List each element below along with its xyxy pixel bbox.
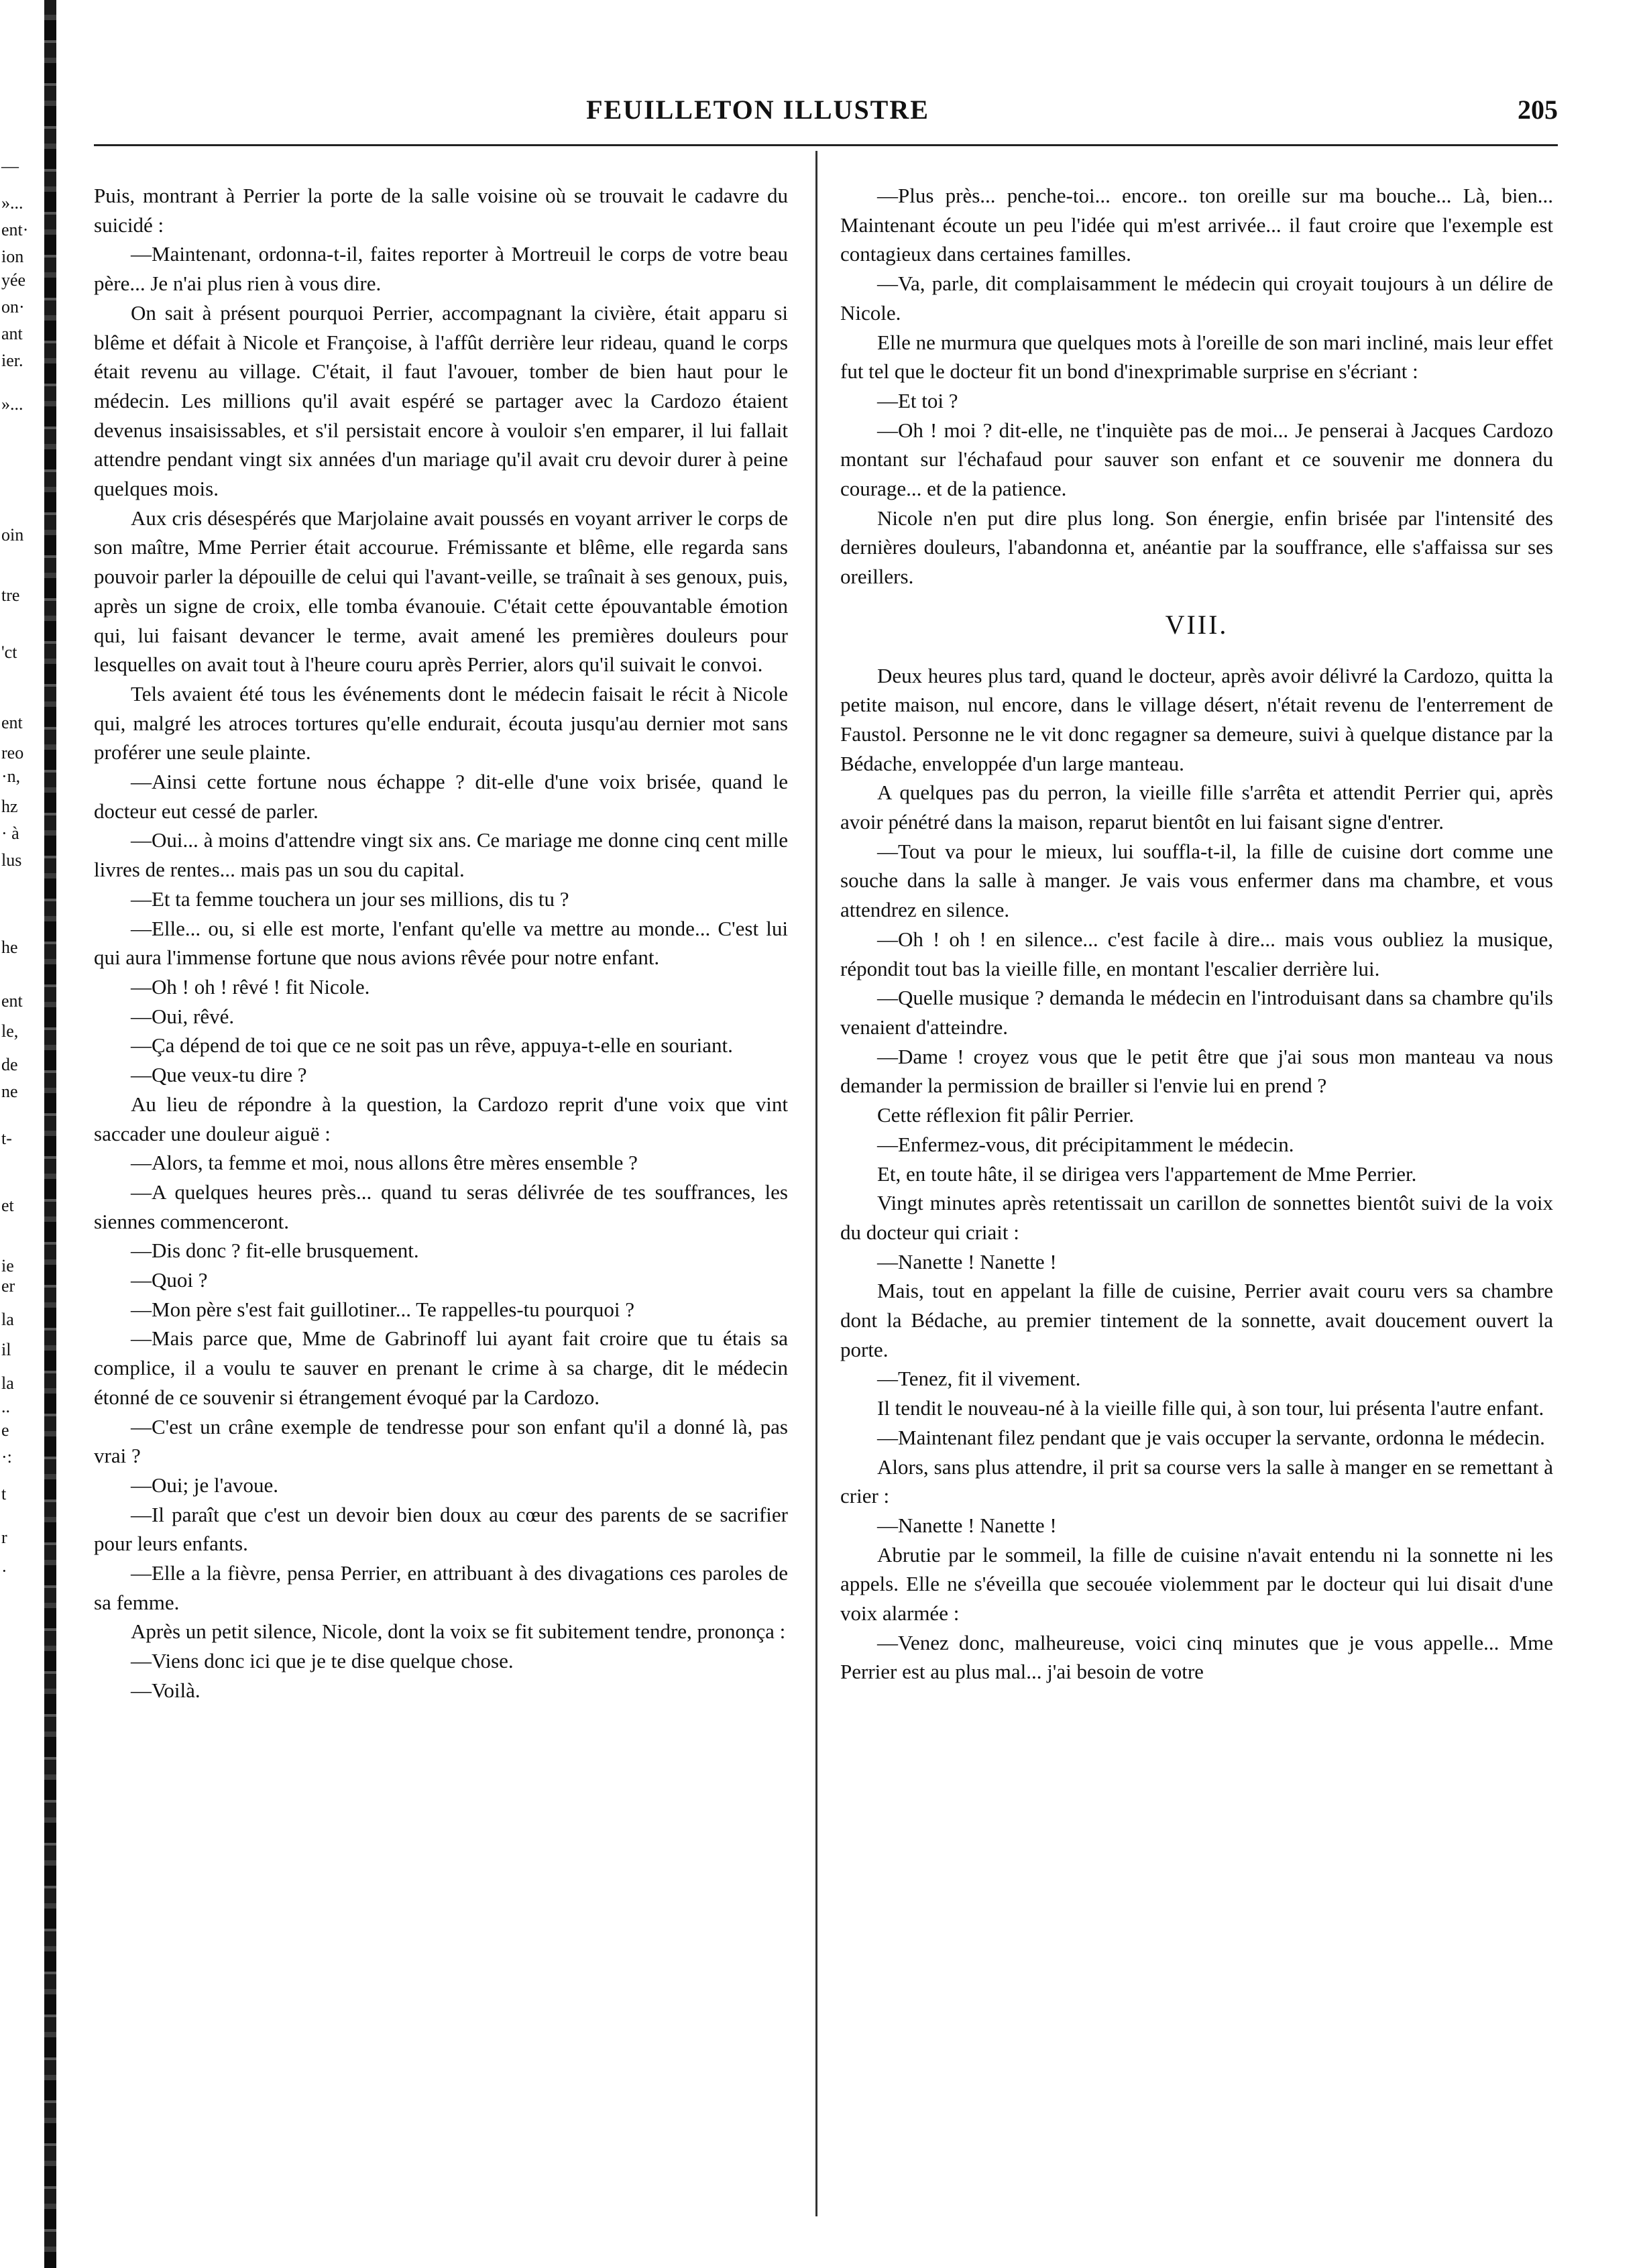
margin-fragment: ier. (1, 351, 23, 370)
margin-fragment: ·n, (1, 767, 21, 786)
right-column-part-2 (840, 661, 1553, 1687)
margin-fragment: il (1, 1340, 11, 1359)
paragraph: —Quoi ? (131, 1268, 208, 1292)
paragraph: —Viens donc ici que je te dise quelque chose. (131, 1649, 514, 1673)
margin-fragment: ant (1, 324, 23, 343)
header-rule (94, 144, 1558, 146)
paragraph: —Alors, ta femme et moi, nous allons être mères ensemble ? (131, 1151, 638, 1175)
paragraph: —Tout va pour le mieux, lui souffla-t-il, la fille de cuisine dort comme une souche dans la salle à manger. Je vais vous enfermer dans ma chambre, et vous attendrez en silence. (840, 839, 1553, 922)
paragraph: Deux heures plus tard, quand le docteur, après avoir délivré la Cardozo, quitta la petite maison, nul encore, dans le village désert, n'était revenu de l'enterrement de Faustol. Personne ne le vit donc regagner sa demeure, suivi à quelque distance par la Bédache, enveloppée d'un large manteau. (840, 663, 1553, 775)
margin-fragment: t (1, 1484, 7, 1504)
paragraph: —Dis donc ? fit-elle brusquement. (131, 1239, 419, 1263)
margin-fragment: ent (1, 991, 23, 1011)
paragraph: Aux cris désespérés que Marjolaine avait poussés en voyant arriver le corps de son maître, Mme Perrier était accourue. Frémissante et blême, elle regarda sans pouvoir parler la dépouille de celui qui l'avant-veille, se traînait à ses genoux, puis, après un signe de croix, elle tomba évanouie. C'était cette épouvantable émotion qui, lui faisant devancer le terme, avait amené les premières douleurs pour lesquelles on avait tout à l'heure couru après Perrier, alors qu'il suivait le convoi. (94, 506, 788, 677)
paragraph: —Maintenant, ordonna-t-il, faites reporter à Mortreuil le corps de votre beau père... Je n'ai plus rien à vous dire. (94, 242, 788, 296)
paragraph: —Maintenant filez pendant que je vais occuper la servante, ordonna le médecin. (877, 1425, 1545, 1449)
paragraph: —Elle... ou, si elle est morte, l'enfant qu'elle va mettre au monde... C'est lui qui aura l'immense fortune que nous avions rêvée pour notre enfant. (94, 916, 788, 970)
paragraph: —Mais parce que, Mme de Gabrinoff lui ayant fait croire que tu étais sa complice, il a voulu te sauver en prenant le crime à sa charge, dit le médecin étonné de ce souvenir si étrangement évoqué par la Cardozo. (94, 1326, 788, 1409)
paragraph: —Nanette ! Nanette ! (877, 1249, 1057, 1273)
paragraph: Mais, tout en appelant la fille de cuisine, Perrier avait couru vers sa chambre dont la Bédache, au premier tintement de la sonnette, avait doucement ouvert la porte. (840, 1279, 1553, 1361)
paragraph: Puis, montrant à Perrier la porte de la salle voisine où se trouvait le cadavre du suicidé : (94, 184, 788, 237)
margin-fragment: on· (1, 297, 25, 317)
margin-fragment: er (1, 1276, 15, 1296)
page-number: 205 (1518, 95, 1558, 125)
left-column (94, 181, 788, 1705)
paragraph: —Oh ! oh ! rêvé ! fit Nicole. (131, 974, 370, 999)
paragraph: —Quelle musique ? demanda le médecin en l'introduisant dans sa chambre qu'ils venaient d'atteindre. (840, 986, 1553, 1039)
margin-fragment: e (1, 1420, 9, 1440)
paragraph: —Ainsi cette fortune nous échappe ? dit-elle d'une voix brisée, quand le docteur eut cessé de parler. (94, 770, 788, 823)
margin-fragment: ne (1, 1082, 18, 1101)
paragraph: Il tendit le nouveau-né à la vieille fille qui, à son tour, lui présenta l'autre enfant. (877, 1396, 1544, 1420)
margin-fragment: ion (1, 247, 24, 266)
margin-fragment: ent (1, 713, 23, 732)
paragraph: —Oh ! oh ! en silence... c'est facile à dire... mais vous oubliez la musique, répondit tout bas la vieille fille, en montant l'escalier derrière lui. (840, 927, 1553, 980)
page-header-title: FEUILLETON ILLUSTRE (586, 95, 929, 125)
paragraph: —Mon père s'est fait guillotiner... Te rappelles-tu pourquoi ? (131, 1297, 634, 1321)
margin-fragment: lus (1, 850, 22, 870)
left-margin-fragments (0, 0, 43, 2268)
right-column-part-1 (840, 181, 1553, 591)
paragraph: —Que veux-tu dire ? (131, 1063, 307, 1087)
paragraph: Alors, sans plus attendre, il prit sa course vers la salle à manger en se remettant à crier : (840, 1455, 1553, 1508)
margin-fragment: et (1, 1196, 14, 1215)
margin-fragment: · (1, 1561, 7, 1581)
paragraph: Vingt minutes après retentissait un carillon de sonnettes bientôt suivi de la voix du docteur qui criait : (840, 1191, 1553, 1244)
margin-fragment: la (1, 1310, 14, 1329)
paragraph: Cette réflexion fit pâlir Perrier. (877, 1103, 1135, 1127)
paragraph: Nicole n'en put dire plus long. Son énergie, enfin brisée par l'intensité des dernières douleurs, l'abandonna et, anéantie par la souffrance, elle s'affaissa sur ses oreillers. (840, 506, 1553, 589)
paragraph: —Oui... à moins d'attendre vingt six ans. Ce mariage me donne cinq cent mille livres de rentes... mais pas un sou du capital. (94, 828, 788, 882)
paragraph: —Plus près... penche-toi... encore.. ton oreille sur ma bouche... Là, bien... Maintenant écoute un peu l'idée qui m'est arrivée... il faut croire que l'exemple est contagieux dans certaines familles. (840, 184, 1553, 266)
paragraph: —Oh ! moi ? dit-elle, ne t'inquiète pas de moi... Je penserai à Jacques Cardozo montant sur l'échafaud pour sauver son enfant et ce souvenir me donnera du courage... et de la patience. (840, 418, 1553, 501)
margin-fragment: »... (1, 394, 23, 414)
right-column (840, 181, 1553, 1687)
margin-fragment: hz (1, 797, 18, 816)
paragraph: —Et toi ? (877, 388, 958, 412)
paragraph: Tels avaient été tous les événements dont le médecin faisait le récit à Nicole qui, malgré les atroces tortures qu'elle endurait, écouta jusqu'au dernier mot sans proférer une seule plainte. (94, 681, 788, 764)
margin-fragment: yée (1, 270, 26, 290)
paragraph: —Enfermez-vous, dit précipitamment le médecin. (877, 1132, 1294, 1156)
paragraph: —Et ta femme touchera un jour ses millions, dis tu ? (131, 887, 569, 911)
paragraph: —A quelques heures près... quand tu seras délivrée de tes souffrances, les siennes commenceront. (94, 1180, 788, 1233)
margin-fragment: — (1, 156, 19, 176)
paragraph: —C'est un crâne exemple de tendresse pour son enfant qu'il a donné là, pas vrai ? (94, 1414, 788, 1468)
margin-fragment: »... (1, 193, 23, 213)
paragraph: —Voilà. (131, 1678, 201, 1702)
paragraph: —Oui; je l'avoue. (131, 1473, 278, 1497)
margin-fragment: oin (1, 525, 24, 545)
paragraph: On sait à présent pourquoi Perrier, accompagnant la civière, était apparu si blême et défait à Nicole et Françoise, à l'affût derrière leur rideau, quand le corps était revenu au village. C'était, il faut l'avouer, tomber de bien haut pour le médecin. Les millions qu'il avait espéré se partager avec la Cardozo étaient devenus insaisissables, et s'il persistait encore à vouloir s'en emparer, il lui fallait attendre pendant vingt six années d'un mariage qu'il avait cru devoir durer à peine quelques mois. (94, 300, 788, 501)
paragraph: —Venez donc, malheureuse, voici cinq minutes que je vous appelle... Mme Perrier est au plus mal... j'ai besoin de votre (840, 1630, 1553, 1684)
column-divider (815, 151, 817, 2216)
margin-fragment: he (1, 938, 18, 957)
paragraph: Abrutie par le sommeil, la fille de cuisine n'avait entendu ni la sonnette ni les appels. Elle ne s'éveilla que secouée violemment par le docteur qui lui disait d'une voix alarmée : (840, 1542, 1553, 1626)
paragraph: —Nanette ! Nanette ! (877, 1513, 1057, 1537)
paragraph: —Il paraît que c'est un devoir bien doux au cœur des parents de se sacrifier pour leurs enfants. (94, 1502, 788, 1556)
margin-fragment: le, (1, 1021, 19, 1041)
paragraph: A quelques pas du perron, la vieille fille s'arrêta et attendit Perrier qui, après avoir pénétré dans la maison, reparut bientôt en lui faisant signe d'entrer. (840, 781, 1553, 834)
chapter-heading: VIII. (1165, 609, 1229, 640)
margin-fragment: ent· (1, 220, 29, 239)
book-spine-shadow (44, 0, 56, 2268)
margin-fragment: de (1, 1055, 18, 1074)
paragraph: —Dame ! croyez vous que le petit être que j'ai sous mon manteau va nous demander la permission de brailler si l'envie lui en prend ? (840, 1044, 1553, 1098)
margin-fragment: .. (1, 1397, 10, 1416)
margin-fragment: · à (1, 824, 19, 843)
paragraph: Au lieu de répondre à la question, la Cardozo reprit d'une voix que vint saccader une douleur aiguë : (94, 1092, 788, 1145)
margin-fragment: ie (1, 1256, 14, 1275)
paragraph: Après un petit silence, Nicole, dont la voix se fit subitement tendre, prononça : (131, 1620, 786, 1644)
paragraph: —Va, parle, dit complaisamment le médecin qui croyait toujours à un délire de Nicole. (840, 272, 1553, 325)
paragraph: —Tenez, fit il vivement. (877, 1367, 1081, 1391)
paragraph: Et, en toute hâte, il se dirigea vers l'appartement de Mme Perrier. (877, 1161, 1417, 1186)
margin-fragment: r (1, 1528, 7, 1547)
margin-fragment: tre (1, 585, 20, 605)
paragraph: Elle ne murmura que quelques mots à l'oreille de son mari incliné, mais leur effet fut tel que le docteur fit un bond d'inexprimable surprise en s'écriant : (840, 330, 1553, 384)
margin-fragment: 'ct (1, 642, 17, 662)
margin-fragment: t- (1, 1129, 12, 1148)
paragraph: —Elle a la fièvre, pensa Perrier, en attribuant à des divagations ces paroles de sa femme. (94, 1561, 788, 1614)
margin-fragment: la (1, 1373, 14, 1393)
paragraph: —Oui, rêvé. (131, 1004, 235, 1028)
paragraph: —Ça dépend de toi que ce ne soit pas un rêve, appuya-t-elle en souriant. (131, 1033, 733, 1058)
margin-fragment: ·: (1, 1447, 12, 1467)
margin-fragment: reo (1, 743, 24, 762)
